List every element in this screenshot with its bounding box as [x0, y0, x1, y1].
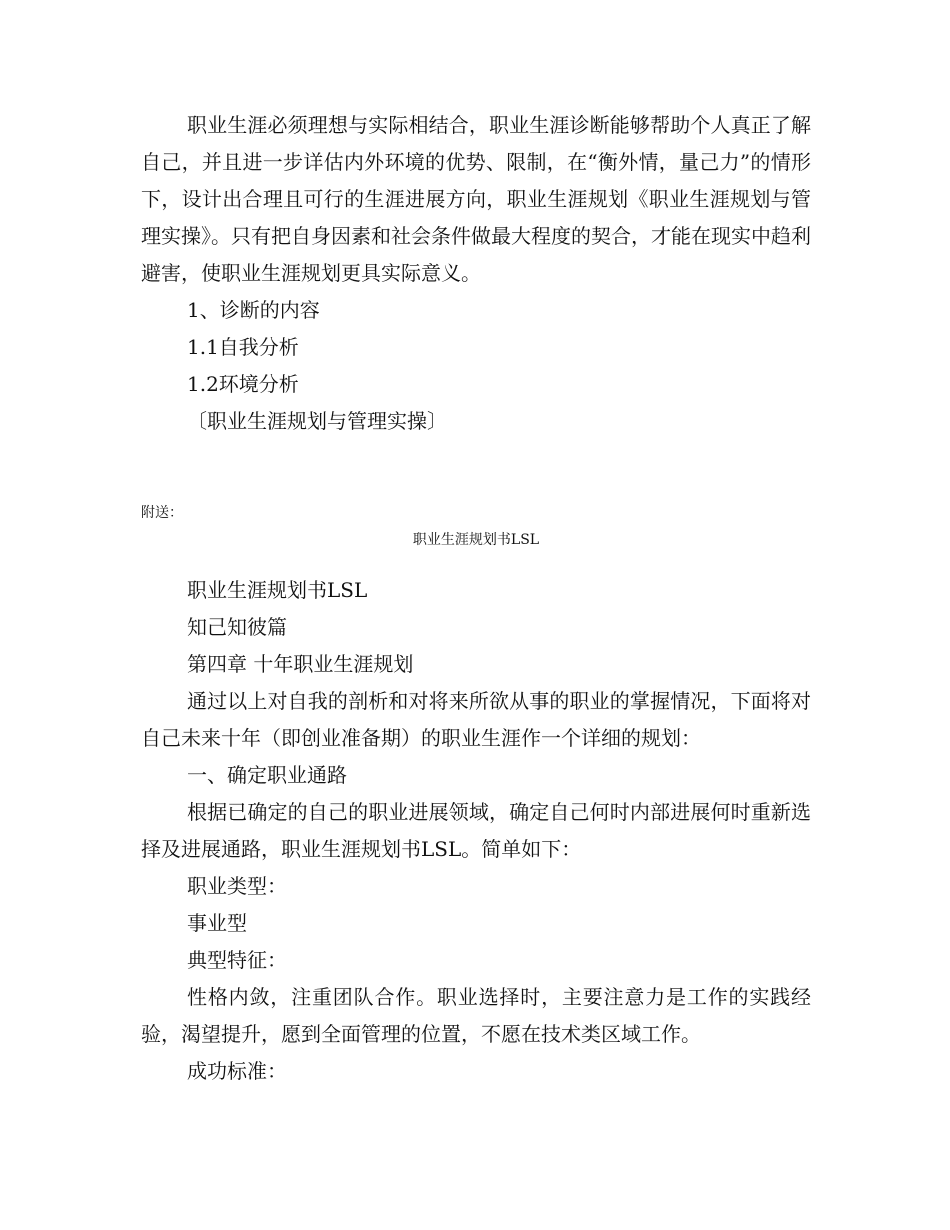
section-career-plan — [141, 572, 811, 1090]
chapter-heading: 第四章 十年职业生涯规划 — [187, 652, 414, 676]
label-career-type: 职业类型： — [187, 874, 287, 898]
value-typical-features: 性格内敛，注重团队合作。职业选择时，主要注意力是工作的实践经验，渴望提升，愿到全面管理的位置，不愿在技术类区域工作。 — [141, 985, 811, 1046]
annex-title: 职业生涯规划书LSL — [412, 532, 540, 548]
label-success-criteria: 成功标准： — [187, 1059, 287, 1083]
section-diagnosis — [141, 107, 811, 440]
list-item-self-analysis: 1.1自我分析 — [187, 335, 299, 359]
list-item-diagnosis-content: 1、诊断的内容 — [187, 298, 320, 322]
label-typical-features: 典型特征： — [187, 948, 287, 972]
plan-part-heading: 知己知彼篇 — [187, 615, 287, 639]
heading-career-path: 一、确定职业通路 — [187, 763, 347, 787]
list-item-environment-analysis: 1.2环境分析 — [187, 372, 299, 396]
annex-label: 附送： — [141, 505, 183, 521]
paragraph-intro: 职业生涯必须理想与实际相结合，职业生涯诊断能够帮助个人真正了解自己，并且进一步详估内外环境的优势、限制，在“衡外情，量己力”的情形下，设计出合理且可行的生涯进展方向，职业生涯规划《职业生涯规划与管理实操》。只有把自身因素和社会条件做最大程度的契合，才能在现实中趋利避害，使职业生涯规划更具实际意义。 — [141, 113, 811, 285]
source-note: 〔职业生涯规划与管理实操〕 — [187, 409, 447, 433]
paragraph-career-path: 根据已确定的自己的职业进展领域，确定自己何时内部进展何时重新选择及进展通路，职业生涯规划书LSL。简单如下： — [141, 800, 811, 861]
paragraph-plan-intro: 通过以上对自我的剖析和对将来所欲从事的职业的掌握情况，下面将对自己未来十年（即创业准备期）的职业生涯作一个详细的规划： — [141, 689, 811, 750]
value-career-type: 事业型 — [187, 911, 247, 935]
plan-title-line: 职业生涯规划书LSL — [187, 578, 368, 602]
